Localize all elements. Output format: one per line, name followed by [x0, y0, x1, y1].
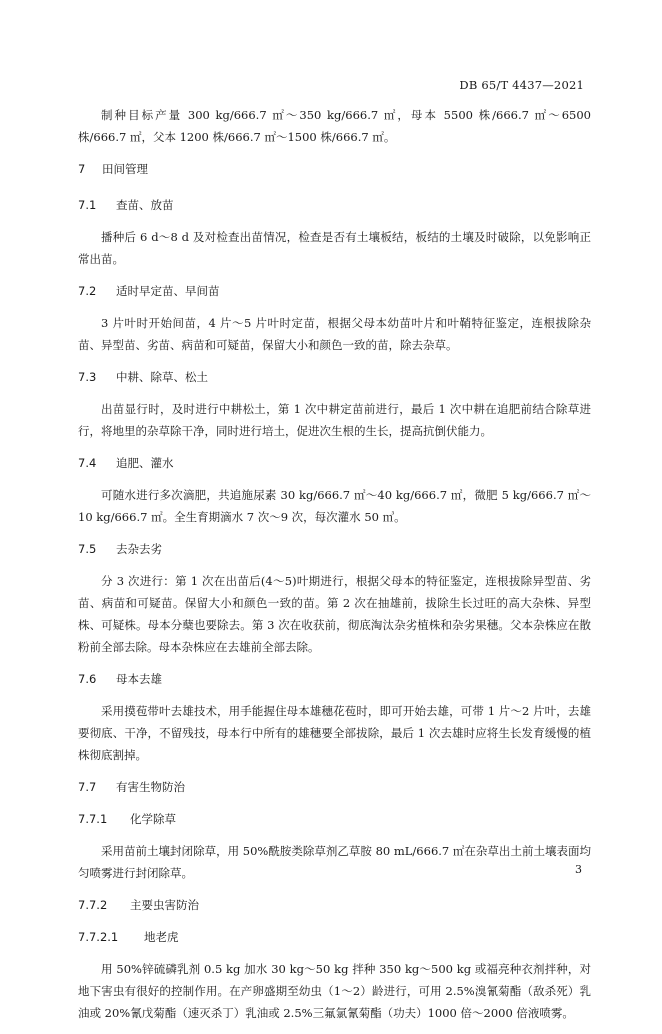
heading-number: 7.4: [78, 456, 97, 470]
page-number: 3: [575, 863, 582, 876]
heading-number: 7.7: [78, 780, 97, 794]
heading-7: [78, 158, 591, 180]
paragraph-7-7-2-1: 用 50%锌硫磷乳剂 0.5 kg 加水 30 kg～50 kg 拌种 350 kg～500 kg 或福亮种衣剂拌种，对地下害虫有很好的控制作用。在产卵盛期至幼虫（1～2）龄进行，可用 2.5%溴氰菊酯（敌杀死）乳油或 20%氰戊菊酯（速灭杀丁）乳油或 2.5%三氟氯氰菊酯（功夫）1000 倍～2000 倍液喷雾。: [78, 962, 591, 1020]
heading-7-3: [78, 366, 591, 388]
heading-number: 7.7.1: [78, 812, 108, 826]
paragraph-7-1: 播种后 6 d～8 d 及对检查出苗情况，检查是否有土壤板结，板结的土壤及时破除，以免影响正常出苗。: [78, 230, 591, 266]
paragraph-7-2: 3 片叶时开始间苗，4 片～5 片叶时定苗，根据父母本幼苗叶片和叶鞘特征鉴定，连根拔除杂苗、异型苗、劣苗、病苗和可疑苗，保留大小和颜色一致的苗，除去杂草。: [78, 316, 591, 352]
heading-7-5: [78, 538, 591, 560]
heading-title: 母本去雄: [116, 672, 162, 686]
heading-number: 7.7.2: [78, 898, 108, 912]
paragraph-7-6: 采用摸苞带叶去雄技术，用手能握住母本雄穗花苞时，即可开始去雄，可带 1 片～2 片叶，去雄要彻底、干净，不留残技，母本行中所有的雄穗要全部拔除，最后 1 次去雄时应将生长发育缓慢的植株彻底割掉。: [78, 704, 591, 762]
heading-7-7-2-1: [78, 926, 591, 948]
heading-7-7-1: [78, 808, 591, 830]
heading-number: 7.7.2.1: [78, 930, 119, 944]
heading-7-7-2: [78, 894, 591, 916]
paragraph-7-5: 分 3 次进行：第 1 次在出苗后(4～5)叶期进行，根据父母本的特征鉴定，连根拔除异型苗、劣苗、病苗和可疑苗。保留大小和颜色一致的苗。第 2 次在抽雄前，拔除生长过旺的高大杂株、异型株、可疑株。母本分蘖也要除去。第 3 次在收获前，彻底淘汰杂劣植株和杂劣果穗。父本杂株应在散粉前全部去除。母本杂株应在去雄前全部去除。: [78, 574, 591, 654]
heading-title: 田间管理: [102, 162, 148, 176]
heading-title: 查苗、放苗: [116, 198, 174, 212]
paragraph-7-7-1: 采用苗前土壤封闭除草，用 50%酰胺类除草剂乙草胺 80 mL/666.7 ㎡在杂草出土前土壤表面均匀喷雾进行封闭除草。: [78, 844, 591, 880]
heading-title: 化学除草: [130, 812, 176, 826]
heading-number: 7.1: [78, 198, 97, 212]
document-body: [78, 104, 591, 1034]
paragraph-7-4: 可随水进行多次滴肥，共追施尿素 30 kg/666.7 ㎡～40 kg/666.7 ㎡，微肥 5 kg/666.7 ㎡～10 kg/666.7 ㎡。全生育期滴水 7 次～9 次，每次灌水 50 ㎥。: [78, 488, 591, 524]
heading-number: 7: [78, 162, 86, 176]
paragraph-seed-yield: 制种目标产量 300 kg/666.7 ㎡～350 kg/666.7 ㎡，母本 5500 株/666.7 ㎡～6500 株/666.7 ㎡，父本 1200 株/666.7 ㎡～1500 株/666.7 ㎡。: [78, 108, 591, 144]
heading-title: 中耕、除草、松土: [116, 370, 208, 384]
heading-title: 追肥、灌水: [116, 456, 174, 470]
heading-number: 7.5: [78, 542, 97, 556]
heading-7-7: [78, 776, 591, 798]
paragraph-7-3: 出苗显行时，及时进行中耕松土，第 1 次中耕定苗前进行，最后 1 次中耕在追肥前结合除草进行，将地里的杂草除干净，同时进行培土，促进次生根的生长，提高抗倒伏能力。: [78, 402, 591, 438]
document-code: DB 65/T 4437—2021: [459, 78, 584, 92]
heading-title: 主要虫害防治: [130, 898, 199, 912]
heading-title: 适时早定苗、早间苗: [116, 284, 220, 298]
heading-7-2: [78, 280, 591, 302]
heading-7-1: [78, 194, 591, 216]
heading-title: 地老虎: [144, 930, 179, 944]
heading-title: 去杂去劣: [116, 542, 162, 556]
heading-title: 有害生物防治: [116, 780, 185, 794]
heading-number: 7.3: [78, 370, 97, 384]
heading-7-4: [78, 452, 591, 474]
heading-number: 7.6: [78, 672, 97, 686]
heading-number: 7.2: [78, 284, 97, 298]
heading-7-6: [78, 668, 591, 690]
